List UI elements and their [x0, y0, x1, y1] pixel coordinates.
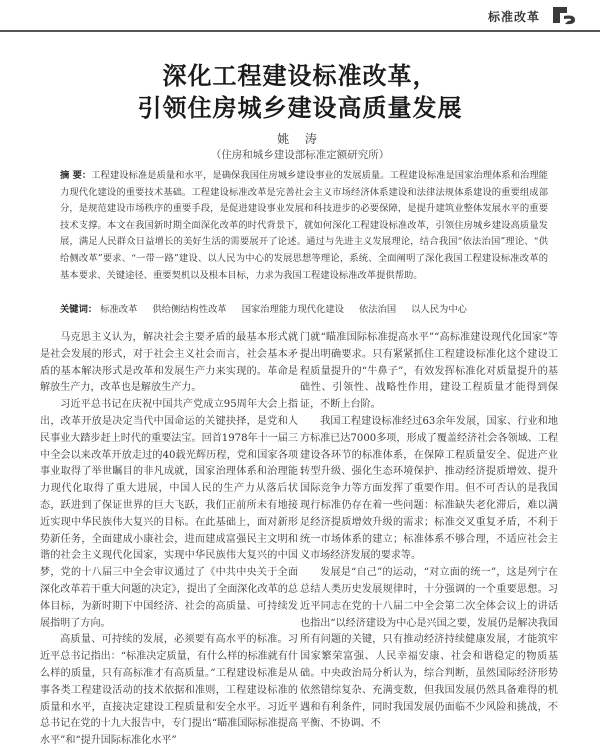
header-divider — [0, 30, 600, 32]
body-column-right — [300, 330, 558, 730]
journal-logo-icon — [550, 4, 578, 26]
body-paragraph: 门就“瞄准国际标准提高水平”“高标准建设现代化国家”等提出明确要求。只有紧紧抓住工程建设标准化这个建设工程质量提升的“牛鼻子”，有效发挥标准化对质量提升的基础性、引领性、战略性作用，建设工程质量才能得到保证，不断上台阶。 — [300, 332, 558, 411]
keyword: 供给侧结构性改革 — [152, 304, 227, 315]
abstract — [60, 168, 548, 284]
author-name: 姚 涛 — [277, 132, 323, 146]
body-paragraph: 马克思主义认为，解决社会主要矛盾的最基本形式就是社会发展的形式，对于社会主义社会而言，社会基本矛盾的基本解决形式是改革和发展生产力来实现的。革命是解放生产力，改革也是解放生产力。 — [40, 332, 298, 394]
abstract-label: 摘 要： — [60, 170, 92, 181]
article-title-line-2: 引领住房城乡建设高质量发展 — [137, 94, 463, 122]
keyword: 标准改革 — [100, 304, 138, 315]
section-label: 标准改革 — [487, 10, 540, 24]
keyword: 以人民为中心 — [411, 304, 467, 315]
keyword: 依法治国 — [358, 304, 397, 315]
keyword: 国家治理能力现代化建设 — [241, 304, 344, 315]
body-paragraph: 发展是“自己”的运动，“对立面的统一”，这是列宁在总结人类历史发展规律时，十分强调的一个重要思想。习近平同志在党的十八届二中全会第二次全体会议上的讲话也指出“以经济建设为中心是兴国之要，发展仍是解决我国所有问题的关键，只有推动经济持续健康发展，才能筑牢国家繁荣富强、人民幸福安康、社会和谐稳定的物质基础。中央政治局分析认为，综合判断，虽然国际经济形势依然错综复杂、充满变数，但我国发展仍然具备难得的机遇和有利条件，同时我国发展仍面临不少风险和挑战，不平衡、不协调、不 — [300, 567, 558, 730]
abstract-text: 工程建设标准是质量和水平，是确保我国住房城乡建设事业的发展质量。工程建设标准是国家治理体系和治理能力现代化建设的重要技术基础。工程建设标准改革是完善社会主义市场经济体系建设和法律法规体系建设的重要组成部分，是规范建设市场秩序的重要手段，是促进建设事业发展和科技进步的必要保障，是提升建筑业整体发展水平的重要技术支撑。本文在我国新时期全面深化改革的时代背景下，就如何深化工程建设标准改革，引领住房城乡建设高质量发展，满足人民群众日益增长的美好生活的需要展开了论述。通过与先进主义发展理论，结合我国“依法治国”理论、“供给侧改革”要求、“一带一路”建设、以人民为中心的发展思想等理论，系统、全面阐明了深化我国工程建设标准改革的基本要求、关键途径、重要契机以及根本目标，力求为我国工程建设标准改革提供帮助。 — [60, 170, 548, 281]
keywords-label: 关键词： — [60, 304, 98, 315]
body-paragraph: 高质量、可持续的发展，必须要有高水平的标准。习近平总书记指出：“标准决定质量，有什么样的标准就有什么样的质量，只有高标准才有高质量。”工程建设标准是从事各类工程建设活动的技术依据和准则，工程建设标准的质量和水平，直接决定建设工程质量和安全水平。习近平总书记在党的十九大报告中，专门提出“瞄准国际标准提高水平”和“提升国际标准化水平” — [40, 634, 298, 747]
page-header — [0, 0, 600, 34]
article-title-line-1: 深化工程建设标准改革， — [162, 62, 438, 90]
body-paragraph: 习近平总书记在庆祝中国共产党成立95周年大会上指出，改革开放是决定当代中国命运的关键抉择，是党和人民事业大踏步赶上时代的重要法宝。回首1978年十一届三中全会以来改革开放走过的40载光辉历程，党和国家各项事业取得了举世瞩目的非凡成就，国家治理体系和治理能力现代化取得了重大进展，中国人民的生产力从落后状态，跃进到了保证世界的巨大飞跃，我们正前所未有地接近实现中华民族伟大复兴的目标。在此基础上，面对新形势新任务，全面建成小康社会，进而建成富强民主文明和谐的社会主义现代化国家，实现中华民族伟大复兴的中国梦，党的十八届三中全会审议通过了《中共中央关于全面深化改革若干重大问题的决定》，提出了全面深化改革的总体目标，为新时期下中国经济、社会的高质量、可持续发展指明了方向。 — [40, 399, 298, 629]
keywords — [60, 302, 560, 318]
body-paragraph: 我国工程建设标准经过63余年发展，国家、行业和地方标准已达7000多项，形成了覆盖经济社会各领域、工程建设各环节的标准体系，在保障工程质量安全、促进产业转型升级、强化生态环境保护、推动经济提质增效、提升国际竞争力等方面发挥了重要作用。但不可否认的是我国现行标准仍存在着一些问题：标准缺失老化滞后，难以满足经济提质增效升级的需求；标准交叉重复矛盾，不利于统一市场体系的建立；标准体系不够合理，不适应社会主义市场经济发展的要求等。 — [300, 415, 558, 562]
body-column-left — [40, 330, 298, 747]
author-affiliation: （住房和城乡建设部标准定额研究所） — [210, 149, 390, 161]
